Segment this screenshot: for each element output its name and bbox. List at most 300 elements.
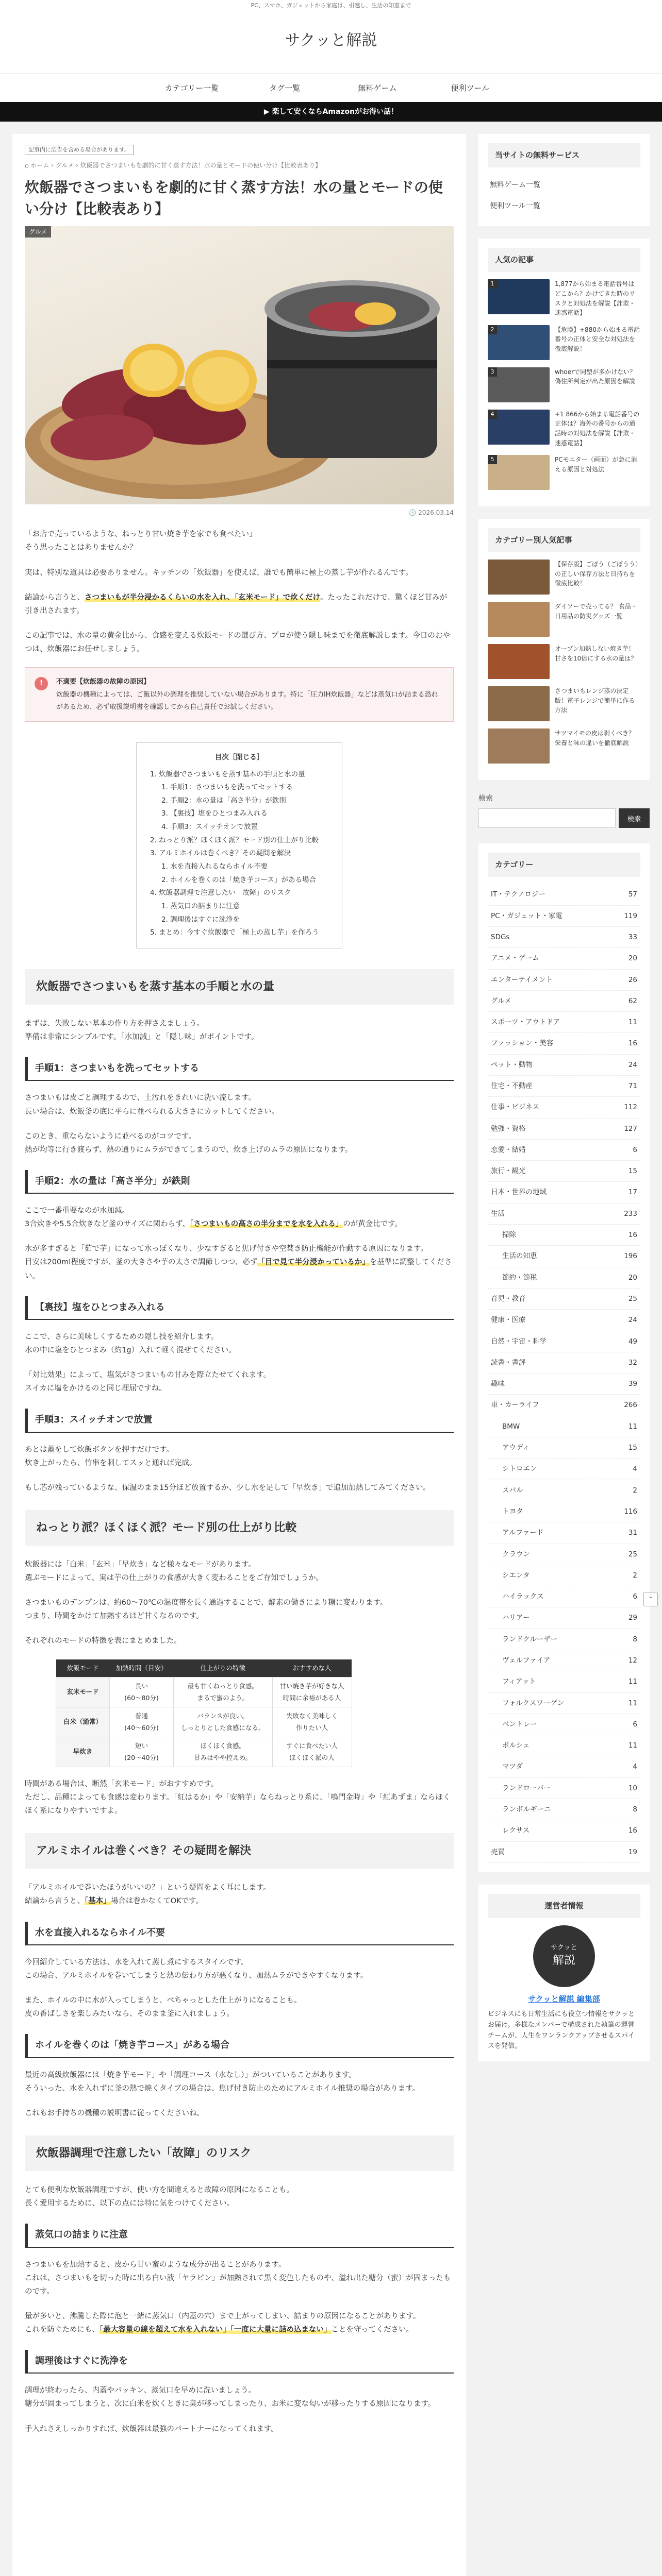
category-count: 71	[628, 1081, 637, 1090]
caution-text: 炊飯器の機種によっては、ご飯以外の調理を推奨していない場合があります。特に「圧力IH炊飯器」などは蒸気口が詰まる恐れがあるため、必ず取扱説明書を確認してから自己責任でお試しください。	[56, 691, 438, 711]
post-thumbnail[interactable]	[488, 279, 550, 314]
table-row	[56, 1737, 352, 1767]
post-title-link[interactable]: 1,877から始まる電話番号はどこから？かけてきた時のリスクと対処法を解説【詐欺・迷惑電話】	[555, 280, 636, 317]
sweet-potato-rice-cooker-illustration	[25, 226, 454, 504]
p-basic-steps: まずは、失敗しない基本の作り方を押さえましょう。 準備は非常にシンプルです。「水加減」と「隠し味」がポイントです。	[25, 1019, 259, 1041]
p-step2-a2: 3合炊きや5.5合炊きなど釜のサイズに関わらず、	[25, 1220, 190, 1229]
category-item[interactable]	[488, 1756, 640, 1777]
p-step2-a3: のが黄金比です。	[343, 1220, 403, 1229]
post-thumbnail[interactable]	[488, 560, 550, 595]
global-nav	[0, 73, 662, 102]
table-cell: 早炊き	[56, 1737, 110, 1767]
p-salt-a: ここで、さらに美味しくするための隠し技を紹介します。 水の中に塩をひとつまみ（約1g）入れて軽く混ぜてください。	[25, 1333, 236, 1355]
p-vent-highlight: 「最大容量の線を超えて水を入れない」「一度に大量に詰め込まない」	[100, 2325, 332, 2334]
category-count: 6	[633, 1145, 637, 1154]
caution-box	[25, 667, 454, 722]
category-item[interactable]	[488, 1437, 640, 1459]
avatar-text-top: サクッと	[551, 1944, 577, 1952]
category-item[interactable]	[488, 1629, 640, 1650]
category-item[interactable]	[488, 1714, 640, 1735]
category-post-item[interactable]	[488, 602, 640, 637]
category-count: 8	[633, 1805, 637, 1814]
table-cell: 短い (20〜40分)	[110, 1737, 174, 1767]
category-count: 119	[624, 911, 637, 920]
post-thumbnail[interactable]	[488, 455, 550, 490]
category-name: 旅行・観光	[491, 1167, 526, 1176]
table-header-row	[56, 1659, 352, 1677]
table-row	[56, 1707, 352, 1737]
category-item[interactable]	[488, 1650, 640, 1671]
category-name: ベントレー	[502, 1720, 537, 1728]
category-count: 24	[628, 1060, 637, 1069]
toc-subitem[interactable]: 2. 調理後はすぐに洗浄を	[161, 915, 240, 924]
category-count: 25	[628, 1550, 637, 1558]
category-post-item[interactable]	[488, 644, 640, 679]
category-item[interactable]	[488, 1735, 640, 1756]
category-count: 19	[628, 1848, 637, 1856]
category-name: 健康・医療	[491, 1316, 526, 1325]
category-count: 11	[628, 1741, 637, 1750]
category-badge[interactable]: グルメ	[25, 226, 51, 238]
category-item[interactable]	[488, 1416, 640, 1437]
p-foil-a1: 「アルミホイルで巻いたほうがいいの？」という疑問をよく耳にします。 結論から言うと、	[25, 1884, 271, 1906]
search-widget	[478, 792, 650, 831]
post-thumbnail[interactable]	[488, 367, 550, 402]
category-name: スバル	[502, 1486, 523, 1495]
category-count: 4	[633, 1762, 637, 1771]
category-name: ハリアー	[502, 1614, 530, 1622]
table-cell: 最も甘くねっとり食感。 まるで蜜のよう。	[174, 1677, 273, 1707]
category-item[interactable]	[488, 1352, 640, 1374]
p-foil-a2: 場合は巻かなくてOKです。	[110, 1897, 204, 1906]
p-salt-b: 「対比効果」によって、塩気がさつまいもの甘みを際立たせてくれます。 スイカに塩をかけるのと同じ理屈ですね。	[25, 1371, 271, 1393]
p-vent-a-text: さつまいもを加熱すると、皮から甘い蜜のような成分が出ることがあります。 これは、さつまいもを切った時に出る白い液「ヤラピン」が加熱されて黒く変色したものや、溢れ出た糖分（蜜）が固まったものです。	[25, 2260, 451, 2296]
category-post-item[interactable]	[488, 686, 640, 721]
category-post-item[interactable]	[488, 560, 640, 595]
category-count: 8	[633, 1635, 637, 1643]
p-step2-b	[25, 1242, 454, 1282]
post-title-link[interactable]: サツマイモの皮は剥くべき？栄養と味の違いを徹底解説	[555, 730, 635, 747]
table-cell: 普通 (40〜60分)	[110, 1707, 174, 1737]
notice-bar[interactable]: ▶ 楽して安くならAmazonがお得い話！	[0, 102, 662, 122]
category-name: ポルシェ	[502, 1741, 530, 1750]
category-post-item[interactable]	[488, 728, 640, 764]
categories-title: カテゴリー	[488, 853, 640, 877]
post-thumbnail[interactable]	[488, 325, 550, 360]
rank-badge: 2	[488, 325, 497, 334]
post-thumbnail[interactable]	[488, 728, 550, 764]
nav-tools[interactable]: 便利ツール	[451, 83, 490, 93]
admin-widget	[478, 1885, 650, 2061]
site-header	[0, 11, 662, 73]
h2-failure-risk: 炊飯器調理で注意したい「故障」のリスク	[25, 2136, 454, 2171]
category-count: 16	[628, 1826, 637, 1835]
category-count: 233	[624, 1209, 637, 1218]
category-count: 49	[628, 1337, 637, 1346]
h3-salt-tip: 【裏技】塩をひとつまみ入れる	[25, 1296, 454, 1320]
h3-step1: 手順1：さつまいもを洗ってセットする	[25, 1057, 454, 1081]
categories-widget	[478, 843, 650, 1872]
table-header-cell: 仕上がりの特徴	[174, 1659, 273, 1677]
rank-badge: 5	[488, 455, 497, 464]
category-count: 31	[628, 1529, 637, 1537]
category-item[interactable]	[488, 1012, 640, 1033]
popular-post-item[interactable]	[488, 279, 640, 317]
category-item[interactable]	[488, 1799, 640, 1820]
category-count: 39	[628, 1380, 637, 1388]
category-count: 6	[633, 1720, 637, 1728]
category-count: 32	[628, 1358, 637, 1367]
post-title-link[interactable]: whoerで同型が多かけない？偽住所判定が出た原因を解説	[555, 368, 636, 385]
toc-item[interactable]: 4. 炊飯器調理で注意したい「故障」のリスク	[150, 889, 291, 897]
category-item[interactable]	[488, 1586, 640, 1607]
category-count: 17	[628, 1188, 637, 1197]
category-count: 11	[628, 1422, 637, 1431]
p-risk-a: とても便利な炊飯器調理ですが、使い方を間違えると故障の原因になることも。 長く愛用するために、以下の点には特に気をつけてください。	[25, 2185, 294, 2208]
avatar-text-bottom: 解説	[552, 1954, 575, 1967]
p-step2-b2: を基準に調整してください。	[25, 1258, 452, 1280]
toc-subitem[interactable]: 1. 手順1：さつまいもを洗ってセットする	[161, 783, 293, 792]
category-item[interactable]	[488, 1820, 640, 1841]
toc-list	[150, 768, 328, 940]
category-count: 11	[628, 1677, 637, 1686]
table-of-contents	[136, 742, 342, 948]
table-cell: 失敗なく美味しく 作りたい人	[272, 1707, 352, 1737]
category-name: 掃除	[502, 1231, 516, 1240]
toc-subitem[interactable]: 4. 手順3：スイッチオンで放置	[161, 823, 258, 832]
h3-wash: 調理後はすぐに洗浄を	[25, 2350, 454, 2374]
category-item[interactable]	[488, 970, 640, 991]
category-name: 節約・節税	[502, 1273, 537, 1282]
category-name: IT・テクノロジー	[491, 890, 545, 899]
category-item[interactable]	[488, 906, 640, 927]
category-item[interactable]	[488, 1225, 640, 1246]
category-item[interactable]	[488, 1395, 640, 1416]
p-step2-b-highlight: 「目で見て半分浸かっているか」	[257, 1258, 370, 1267]
h3-steam-vent: 蒸気口の詰まりに注意	[25, 2224, 454, 2247]
table-header-cell: おすすめな人	[272, 1659, 352, 1677]
category-count: 11	[628, 1699, 637, 1707]
category-name: 恋愛・結婚	[491, 1145, 526, 1154]
category-item[interactable]	[488, 1671, 640, 1692]
post-title-link[interactable]: +1 866から始まる電話番号の正体は？海外の番号からの通話時の対処法を解説【詐欺・迷惑電話】	[555, 410, 640, 447]
breadcrumb[interactable]: ⌂ ホーム › グルメ › 炊飯器でさつまいもを劇的に甘く蒸す方法！水の量とモードの使い分け【比較表あり】	[25, 162, 322, 170]
category-count: 4	[633, 1465, 637, 1473]
category-item[interactable]	[488, 1693, 640, 1714]
category-item[interactable]	[488, 1565, 640, 1586]
p-mode-d: 時間がある場合は、断然「玄米モード」がおすすめです。 ただし、品種によっても食感は変わります。「紅はるか」や「安納芋」ならねっとり系に、「鳴門金時」や「紅あずま」ならほくほく系になりやすいですよ。	[25, 1780, 451, 1816]
category-item[interactable]	[488, 1480, 640, 1501]
p-vent-b1: 量が多いと、沸騰した際に泡と一緒に蒸気口（内蓋の穴）まで上がってしまい、詰まりの原因になることがあります。 これを防ぐためにも、	[25, 2312, 421, 2334]
category-name: ヴェルファイア	[502, 1656, 551, 1665]
category-item[interactable]	[488, 1246, 640, 1267]
category-item[interactable]	[488, 1182, 640, 1203]
p-no-foil-b: また、ホイルの中に水が入ってしまうと、べちゃっとした仕上がりになることも。 皮の香ばしさを楽しみたいなら、そのまま釜に入れましょう。	[25, 1996, 302, 2019]
category-name: ペット・動物	[491, 1060, 533, 1069]
rank-badge: 3	[488, 367, 497, 377]
p-wash-a: 調理が終わったら、内蓋やパッキン、蒸気口を早めに洗いましょう。 糖分が固まってしまうと、次に白米を炊くときに臭が移ってしまったり、お米に変な匂いが移ったりする原因になります。	[25, 2386, 436, 2409]
nav-free-games[interactable]: 無料ゲーム	[358, 83, 397, 93]
category-name: ランドクルーザー	[502, 1635, 558, 1643]
admin-avatar	[533, 1925, 595, 1987]
category-item[interactable]	[488, 1118, 640, 1140]
p-mode-c: それぞれのモードの特徴を表にまとめました。	[25, 1637, 181, 1646]
caution-title: 不適要【炊飯器の故障の原因】	[56, 678, 151, 686]
category-name: 日本・世界の地域	[491, 1188, 547, 1197]
scroll-top-button[interactable]: ⌃	[643, 1592, 658, 1606]
sidebar	[478, 134, 650, 2576]
intro-paragraph-1: 「お店で売っているような、ねっとり甘い焼き芋を家でも食べたい」 そう思ったことはありませんか？	[25, 530, 257, 552]
category-name: クラウン	[502, 1550, 530, 1558]
category-name: スポーツ・アウトドア	[491, 1018, 560, 1027]
eyecatch-image	[25, 226, 454, 504]
popular-posts-title: 人気の記事	[488, 248, 640, 272]
free-services-title: 当サイトの無料サービス	[488, 143, 640, 167]
table-cell: ほくほく食感。 甘みはやや控えめ。	[174, 1737, 273, 1767]
intro-3a: 結論から言うと、	[25, 593, 85, 602]
category-name: エンターテイメント	[491, 975, 553, 984]
post-title-link[interactable]: オーブン加熱しない焼き芋！甘さを10倍にする水の量は？	[555, 645, 637, 662]
nav-categories[interactable]: カテゴリー一覧	[164, 83, 219, 93]
p-foil-a	[25, 1881, 454, 1908]
category-item[interactable]	[488, 1544, 640, 1565]
admin-name-link[interactable]: サクッと解説 編集部	[528, 1994, 600, 2004]
category-name: 仕事・ビジネス	[491, 1103, 540, 1112]
category-list	[488, 884, 640, 1863]
category-item[interactable]	[488, 1607, 640, 1629]
tools-link[interactable]: 便利ツール一覧	[490, 202, 540, 211]
p-step1-a: さつまいもは皮ごと調理するので、土汚れをきれいに洗い流します。 長い場合は、炊飯釜の底に平らに並べられる大きさにカットしてください。	[25, 1094, 279, 1116]
category-item[interactable]	[488, 1459, 640, 1480]
category-item[interactable]	[488, 1289, 640, 1310]
category-count: 11	[628, 1018, 637, 1027]
category-item[interactable]	[488, 1331, 640, 1352]
toc-sublist	[150, 781, 328, 834]
category-count: 112	[624, 1103, 637, 1112]
p-wash-b: 手入れさえしっかりすれば、炊飯器は最強のパートナーになってくれます。	[25, 2425, 278, 2433]
p-no-foil-a: 今回紹介している方法は、水を入れて蒸し煮にするスタイルです。 この場合、アルミホイルを巻いてしまうと熱の伝わり方が悪くなり、加熱ムラができやすくなります。	[25, 1958, 368, 1980]
intro-3b-highlight: さつまいもが半分浸かるくらいの水を入れ、「玄米モード」で炊くだけ	[85, 593, 321, 602]
category-count: 6	[633, 1592, 637, 1601]
intro-paragraph-3	[25, 591, 454, 618]
category-name: 生活	[491, 1209, 505, 1218]
p-foil-highlight: 「基本」	[85, 1897, 111, 1906]
p-mode-a: 炊飯器には「白米」「玄米」「早炊き」など様々なモードがあります。 選ぶモードによって、実は芋の仕上がりの食感が大きく変わることをご存知でしょうか。	[25, 1561, 324, 1583]
category-count: 62	[628, 996, 637, 1005]
table-cell: すぐに食べたい人 ほくほく派の人	[272, 1737, 352, 1767]
category-name: フォルクスワーゲン	[502, 1699, 565, 1707]
popular-post-item[interactable]	[488, 455, 640, 490]
post-thumbnail[interactable]	[488, 602, 550, 637]
category-count: 16	[628, 1039, 637, 1048]
category-count: 2	[633, 1571, 637, 1580]
nav-tags[interactable]: タグ一覧	[269, 83, 300, 93]
category-name: ハイラックス	[502, 1592, 544, 1601]
intro-paragraph-2: 実は、特別な道具は必要ありません。キッチンの「炊飯器」を使えば、誰でも簡単に極上の蒸し芋が作れるんです。	[25, 568, 413, 577]
category-name: シエンタ	[502, 1571, 530, 1580]
p-step3-b: もし芯が残っているような、保温のまま15分ほど放置するか、少し水を足して「早炊き」で追加加熱してみてください。	[25, 1483, 431, 1492]
category-name: BMW	[502, 1422, 520, 1431]
category-name: アルファード	[502, 1529, 544, 1537]
toc-item[interactable]: 5. まとめ：今すぐ炊飯器で「極上の蒸し芋」を作ろう	[150, 928, 319, 937]
category-item[interactable]	[488, 948, 640, 969]
category-count: 116	[624, 1507, 637, 1516]
admin-description: ビジネスにも日常生活にも役立つ情報をサクッとお届け。多様なメンバーで構成された執筆の運営チームが、人生をワンランクアップさせるスパイスを発信。	[488, 2010, 635, 2050]
category-name: PC・ガジェット・家電	[491, 911, 562, 920]
category-item[interactable]	[488, 991, 640, 1012]
category-item[interactable]	[488, 1267, 640, 1289]
category-name: アニメ・ゲーム	[491, 954, 539, 963]
category-count: 10	[628, 1784, 637, 1792]
category-count: 266	[624, 1401, 637, 1410]
category-item[interactable]	[488, 1374, 640, 1395]
popular-list	[488, 279, 640, 490]
table-header-cell: 加熱時間（目安）	[110, 1659, 174, 1677]
mode-comparison-table	[56, 1659, 352, 1768]
table-row	[56, 1677, 352, 1707]
category-name: レクサス	[502, 1826, 530, 1835]
toc-sublist	[150, 860, 328, 887]
p-step1-b: このとき、重ならないように並べるのがコツです。 熱が均等に行き渡らず、熱の通りにムラができてしまうので、炊き上げのムラの原因になります。	[25, 1132, 353, 1154]
rank-badge: 1	[488, 279, 497, 289]
free-services-widget	[478, 134, 650, 226]
popular-post-item[interactable]	[488, 367, 640, 402]
p-vent-b2: ことを守ってください。	[331, 2325, 413, 2334]
category-name: 勉強・資格	[491, 1124, 526, 1133]
category-name: グルメ	[491, 996, 511, 1005]
category-name: ランボルギーニ	[502, 1805, 551, 1814]
category-name: 自然・宇宙・科学	[491, 1337, 547, 1346]
category-item[interactable]	[488, 1204, 640, 1225]
post-title-link[interactable]: PCモニター（画面）が急に消える原因と対処法	[555, 456, 637, 473]
category-item[interactable]	[488, 1778, 640, 1799]
admin-title: 運営者情報	[488, 1894, 640, 1918]
category-name: 売買	[491, 1848, 505, 1856]
warning-icon: !	[35, 677, 48, 690]
category-count: 26	[628, 975, 637, 984]
category-item[interactable]	[488, 1097, 640, 1118]
p-step3-a: あとは蓋をして炊飯ボタンを押すだけです。 炊き上がったら、竹串を刺してスッと通れば完成。	[25, 1445, 197, 1467]
rank-badge: 4	[488, 410, 497, 419]
toc-subitem[interactable]: 2. ホイルを巻くのは「焼き芋コース」がある場合	[161, 875, 316, 884]
toc-item[interactable]: 1. 炊飯器でさつまいもを蒸す基本の手順と水の量	[150, 770, 305, 778]
category-count: 2	[633, 1486, 637, 1495]
h3-step3: 手順3：スイッチオンで放置	[25, 1409, 454, 1432]
article-main	[12, 134, 466, 2576]
category-item[interactable]	[488, 1161, 640, 1182]
h2-foil: アルミホイルは巻くべき？その疑問を解決	[25, 1833, 454, 1869]
post-title-link[interactable]: ダイソーで売ってる？ 食品・日用品の防災グッズ一覧	[555, 603, 637, 620]
toc-subitem[interactable]: 3. 【裏技】塩をひとつまみ入れる	[161, 809, 268, 818]
p-step2-highlight: 「さつまいもの高さの半分までを水を入れる」	[189, 1220, 343, 1229]
table-cell: 甘い焼き芋が好きな人 時間に余裕がある人	[272, 1677, 352, 1707]
toc-item[interactable]: 2. ねっとり派？ほくほく派？モード別の仕上がり比較	[150, 836, 319, 844]
rice-cooker	[264, 280, 440, 458]
publish-date: 🕓 2026.03.14	[408, 509, 454, 516]
category-name: 育児・教育	[491, 1294, 526, 1303]
category-name: シトロエン	[502, 1465, 537, 1473]
post-thumbnail[interactable]	[488, 410, 550, 445]
article-title: 炊飯器でさつまいもを劇的に甘く蒸す方法！水の量とモードの使い分け【比較表あり】	[25, 178, 443, 217]
toc-subitem[interactable]: 1. 水を直接入れるならホイル不要	[161, 862, 268, 871]
toc-subitem[interactable]: 1. 蒸気口の詰まりに注意	[161, 902, 240, 910]
category-count: 196	[624, 1252, 637, 1261]
p-step2-a1: ここで一番重要なのが水加減。	[25, 1207, 129, 1215]
popular-post-item[interactable]	[488, 325, 640, 360]
category-count: 25	[628, 1294, 637, 1303]
category-item[interactable]	[488, 1076, 640, 1097]
category-count: 20	[628, 1273, 637, 1282]
category-item[interactable]	[488, 1501, 640, 1522]
category-popular-widget	[478, 519, 650, 780]
post-thumbnail[interactable]	[488, 686, 550, 721]
p-foil-course-a: 最近の高級炊飯器には「焼き芋モード」や「調理コース（水なし）」がついていることがあります。 そういった、水を入れずに釜の熱で焼くタイプの場合は、焦げ付き防止のためにアルミホイル推奨の場合があります。	[25, 2071, 420, 2093]
category-name: ファッション・美容	[491, 1039, 553, 1048]
p-step2-a	[25, 1204, 454, 1231]
category-count: 15	[628, 1167, 637, 1176]
category-item[interactable]	[488, 884, 640, 905]
h2-mode-compare: ねっとり派？ほくほく派？モード別の仕上がり比較	[25, 1510, 454, 1546]
category-name: 生活の知恵	[502, 1252, 537, 1261]
category-item[interactable]	[488, 1522, 640, 1544]
category-item[interactable]	[488, 1310, 640, 1331]
toc-sublist	[150, 900, 328, 926]
category-name: 読書・書評	[491, 1358, 526, 1367]
category-item[interactable]	[488, 927, 640, 948]
popular-post-item[interactable]	[488, 410, 640, 448]
category-count: 24	[628, 1316, 637, 1325]
table-cell: 長い (60〜80分)	[110, 1677, 174, 1707]
p-step2-b1: 水が多すぎると「茹で芋」になって水っぽくなり、少なすぎると焦げ付きや空焚き防止機能が作動する原因になります。 目安は200ml程度ですが、釜の大きさや芋の太さで調節しつつ、必ず	[25, 1245, 428, 1267]
category-item[interactable]	[488, 1055, 640, 1076]
category-count: 16	[628, 1231, 637, 1240]
table-header-cell: 炊飯モード	[56, 1659, 110, 1677]
search-button[interactable]: 検索	[619, 808, 650, 828]
category-name: トヨタ	[502, 1507, 523, 1516]
post-title-link[interactable]: さつまいもレンジ蒸の決定版！電子レンジで簡単に作る方法	[555, 687, 635, 714]
site-title[interactable]: サクッと解説	[285, 31, 377, 49]
ad-disclosure-badge: 記事内に広告を含める場合があります。	[25, 145, 134, 155]
category-count: 15	[628, 1444, 637, 1452]
free-games-link[interactable]: 無料ゲーム一覧	[490, 181, 540, 189]
category-name: 住宅・不動産	[491, 1081, 533, 1090]
toc-subitem[interactable]: 2. 手順2：水の量は「高さ半分」が鉄則	[161, 796, 286, 805]
category-name: 趣味	[491, 1380, 505, 1388]
search-input[interactable]	[478, 808, 616, 828]
popular-posts-widget	[478, 239, 650, 506]
category-item[interactable]	[488, 1842, 640, 1863]
p-vent-b	[25, 2310, 454, 2336]
post-title-link[interactable]: 【保存版】ごぼう（ごぼうう）の正しい保存方法と日持ちを徹底比較！	[555, 561, 639, 587]
p-mode-b: さつまいものデンプンは、約60〜70℃の温度帯を長く通過することで、酵素の働きにより糖に変わります。 つまり、時間をかけて加熱するほど甘くなるのです。	[25, 1599, 388, 1621]
category-count: 20	[628, 954, 637, 963]
table-cell: バランスが良い。 しっとりとした食感になる。	[174, 1707, 273, 1737]
post-thumbnail[interactable]	[488, 644, 550, 679]
category-item[interactable]	[488, 1140, 640, 1161]
table-cell: 玄米モード	[56, 1677, 110, 1707]
category-item[interactable]	[488, 1033, 640, 1054]
toc-item[interactable]: 3. アルミホイルは巻くべき？その疑問を解決	[150, 849, 291, 858]
site-tagline: PC、スマホ、ガジェットから家庭は、引越し、生活の知恵まで	[0, 0, 662, 11]
p-foil-course-b: これもお手持ちの機種の説明書に従ってくださいね。	[25, 2109, 204, 2117]
toc-title[interactable]: 目次［閉じる］	[214, 753, 264, 762]
post-title-link[interactable]: 【危険】+880から始まる電話番号の正体と安全な対処法を徹底解説！	[555, 326, 640, 352]
h3-foil-course: ホイルを巻くのは「焼き芋コース」がある場合	[25, 2034, 454, 2058]
category-popular-list	[488, 560, 640, 764]
category-name: 車・カーライフ	[491, 1401, 539, 1410]
h3-step2: 手順2：水の量は「高さ半分」が鉄則	[25, 1170, 454, 1194]
category-count: 29	[628, 1614, 637, 1622]
